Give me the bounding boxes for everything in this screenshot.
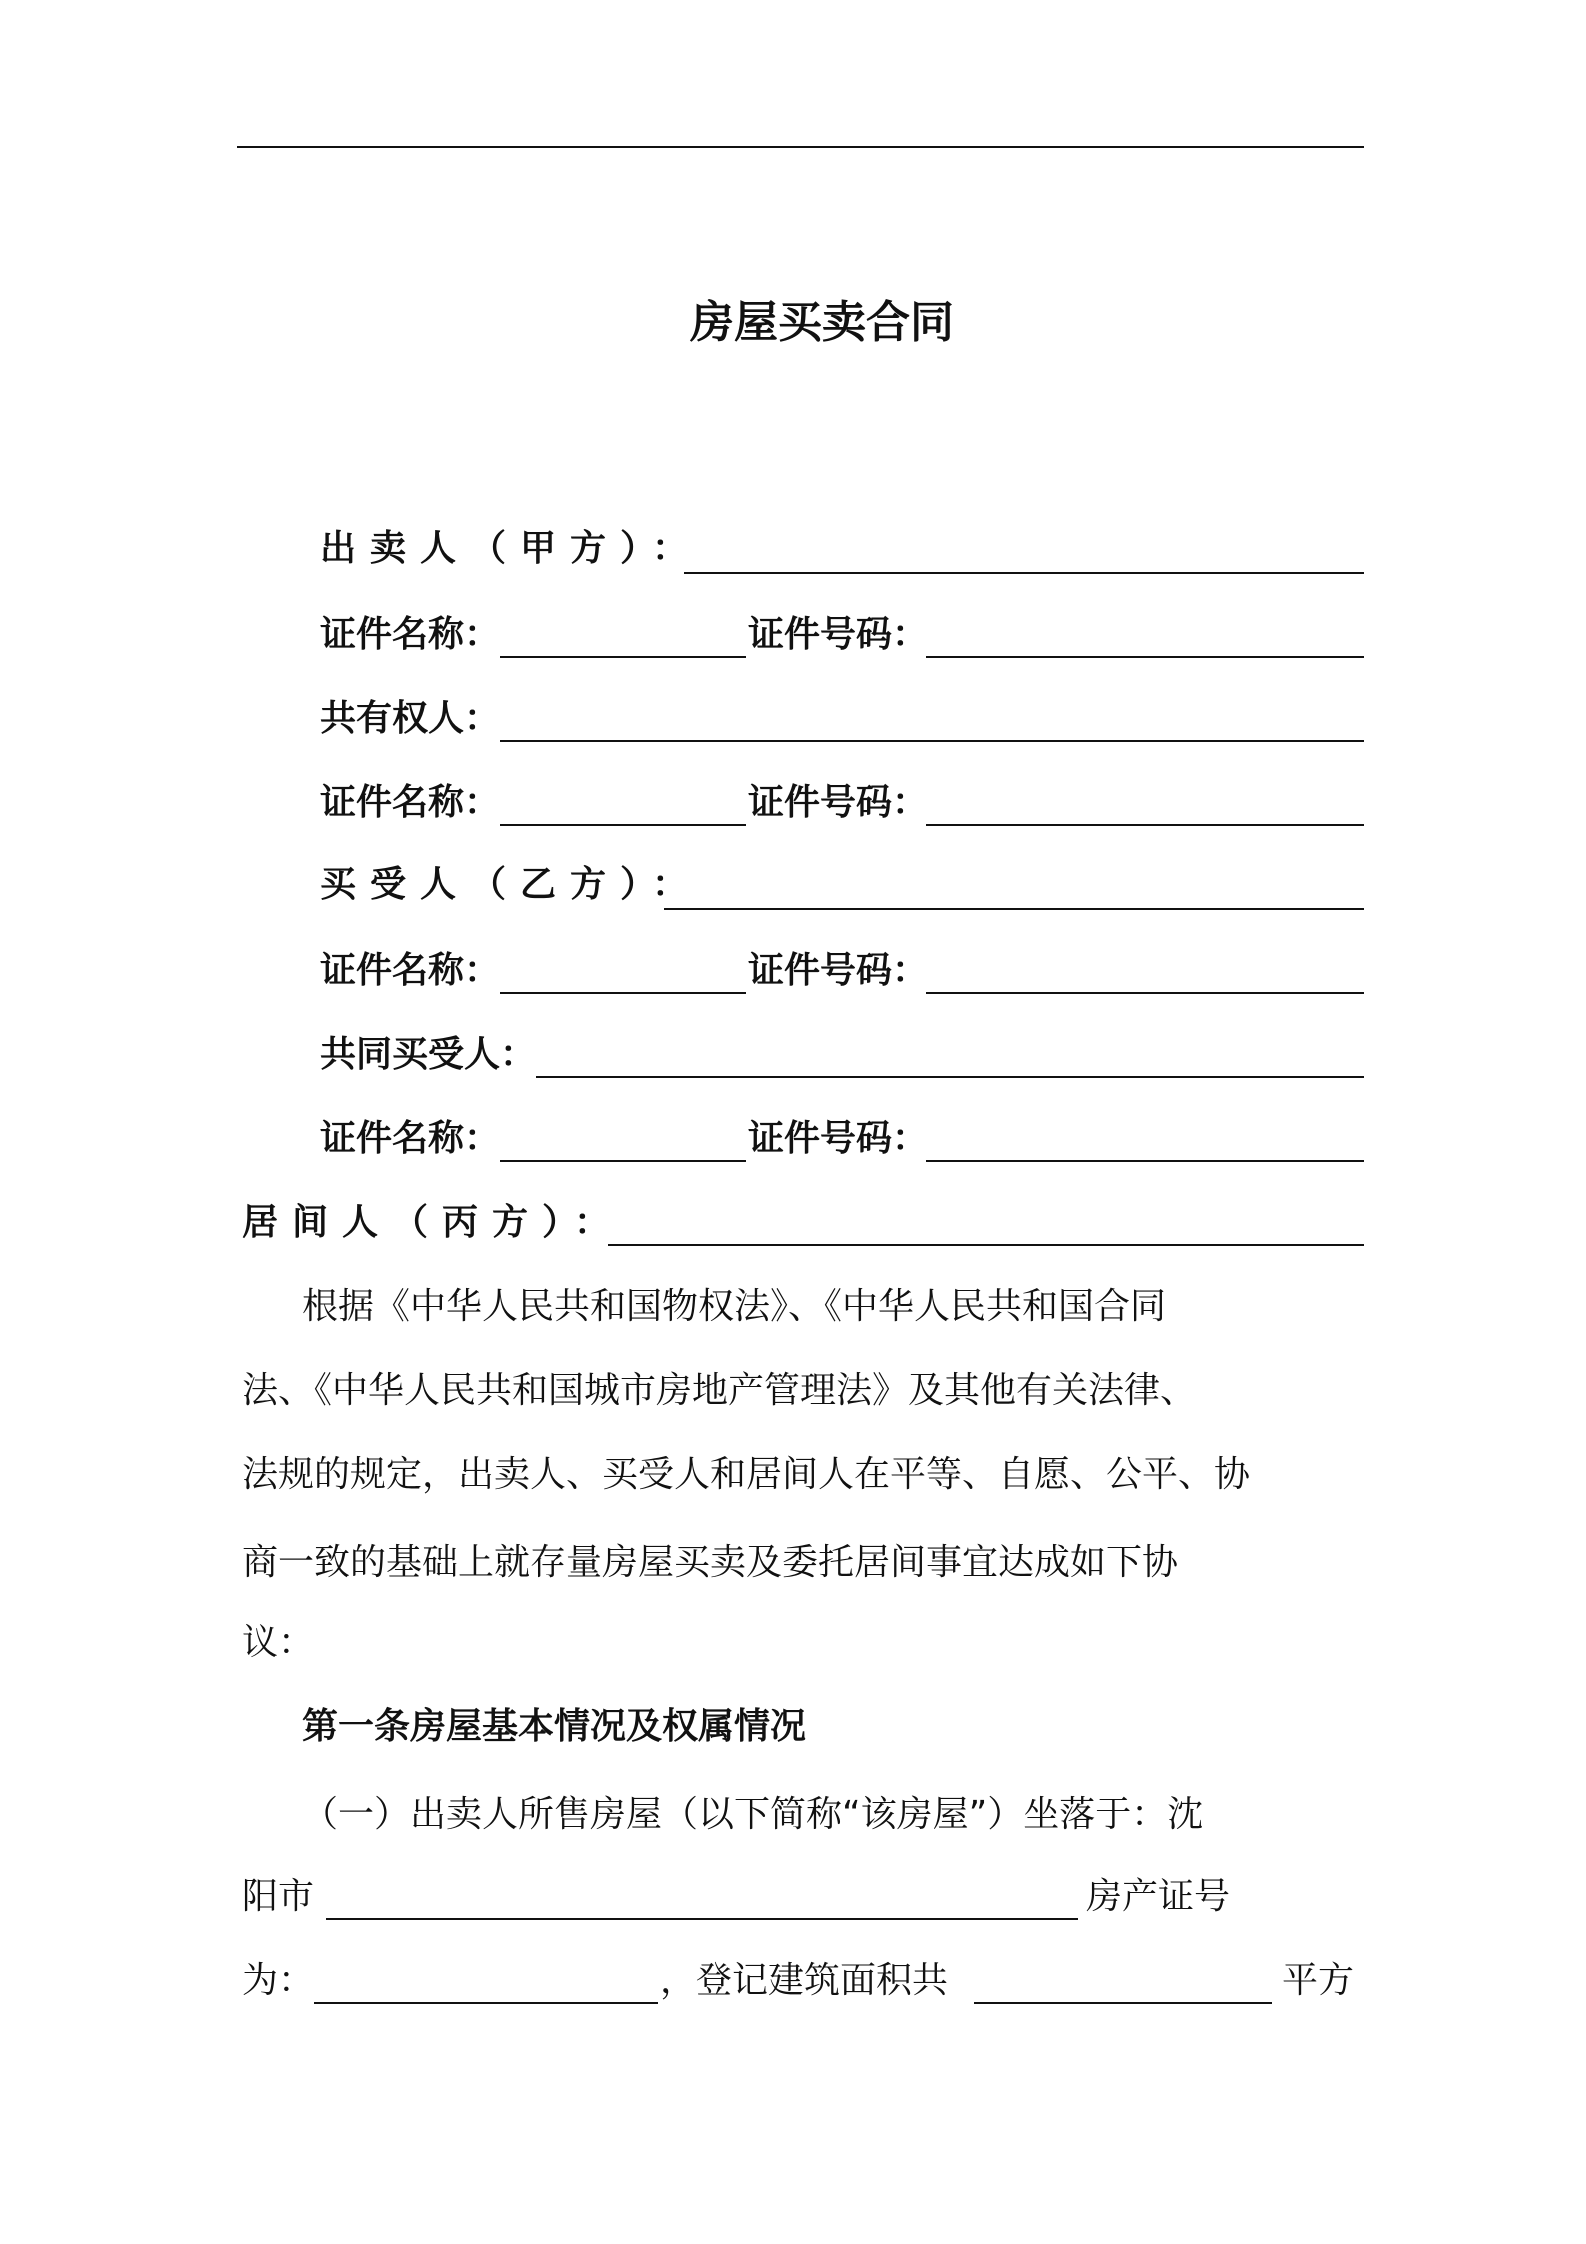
preamble-line-3: 法规的规定，出卖人、买受人和居间人在平等、自愿、公平、协 xyxy=(242,1454,1251,1495)
co-buyer-field[interactable] xyxy=(536,1076,1364,1078)
clause-1-line-1: （一）出卖人所售房屋（以下简称“该房屋”）坐落于：沈 xyxy=(302,1794,1204,1835)
property-cert-label: 房产证号 xyxy=(1086,1876,1231,1917)
city-label: 阳市 xyxy=(242,1876,315,1917)
broker-field[interactable] xyxy=(608,1244,1364,1246)
preamble-line-4: 商一致的基础上就存量房屋买卖及委托居间事宜达成如下协 xyxy=(242,1542,1179,1583)
co-owner-id-name-label: 证件名称： xyxy=(320,782,501,823)
co-owner-id-number-field[interactable] xyxy=(926,824,1364,826)
co-owner-label: 共有权人： xyxy=(320,698,501,739)
buyer-id-number-label: 证件号码： xyxy=(748,950,929,991)
area-field[interactable] xyxy=(974,2002,1272,2004)
seller-id-name-label: 证件名称： xyxy=(320,614,501,655)
co-owner-field[interactable] xyxy=(500,740,1364,742)
preamble-line-1: 根据《中华人民共和国物权法》、《中华人民共和国合同 xyxy=(302,1286,1167,1327)
document-title: 房屋买卖合同 xyxy=(690,297,954,348)
preamble-line-2: 法、《中华人民共和国城市房地产管理法》及其他有关法律、 xyxy=(242,1370,1197,1411)
seller-id-number-field[interactable] xyxy=(926,656,1364,658)
buyer-id-number-field[interactable] xyxy=(926,992,1364,994)
seller-id-name-field[interactable] xyxy=(500,656,746,658)
seller-id-number-label: 证件号码： xyxy=(748,614,929,655)
co-owner-id-number-label: 证件号码： xyxy=(748,782,929,823)
property-cert-field[interactable] xyxy=(314,2002,658,2004)
registered-area-label: ，登记建筑面积共 xyxy=(660,1960,949,2001)
buyer-id-name-label: 证件名称： xyxy=(320,950,501,991)
header-rule xyxy=(237,146,1364,148)
co-owner-id-name-field[interactable] xyxy=(500,824,746,826)
preamble-line-5: 议： xyxy=(242,1622,315,1663)
area-unit-label: 平方 xyxy=(1282,1960,1355,2001)
co-buyer-id-number-label: 证件号码： xyxy=(748,1118,929,1159)
buyer-id-name-field[interactable] xyxy=(500,992,746,994)
seller-field[interactable] xyxy=(684,572,1364,574)
broker-label: 居间人（丙方）： xyxy=(242,1202,625,1243)
co-buyer-id-number-field[interactable] xyxy=(926,1160,1364,1162)
seller-label: 出卖人（甲方）： xyxy=(320,528,703,569)
buyer-label: 买受人（乙方）： xyxy=(320,864,703,905)
co-buyer-label: 共同买受人： xyxy=(320,1034,537,1075)
co-buyer-id-name-label: 证件名称： xyxy=(320,1118,501,1159)
co-buyer-id-name-field[interactable] xyxy=(500,1160,746,1162)
address-field[interactable] xyxy=(326,1918,1078,1920)
buyer-field[interactable] xyxy=(664,908,1364,910)
cert-for-label: 为： xyxy=(242,1960,315,2001)
article-1-heading: 第一条房屋基本情况及权属情况 xyxy=(302,1706,807,1747)
